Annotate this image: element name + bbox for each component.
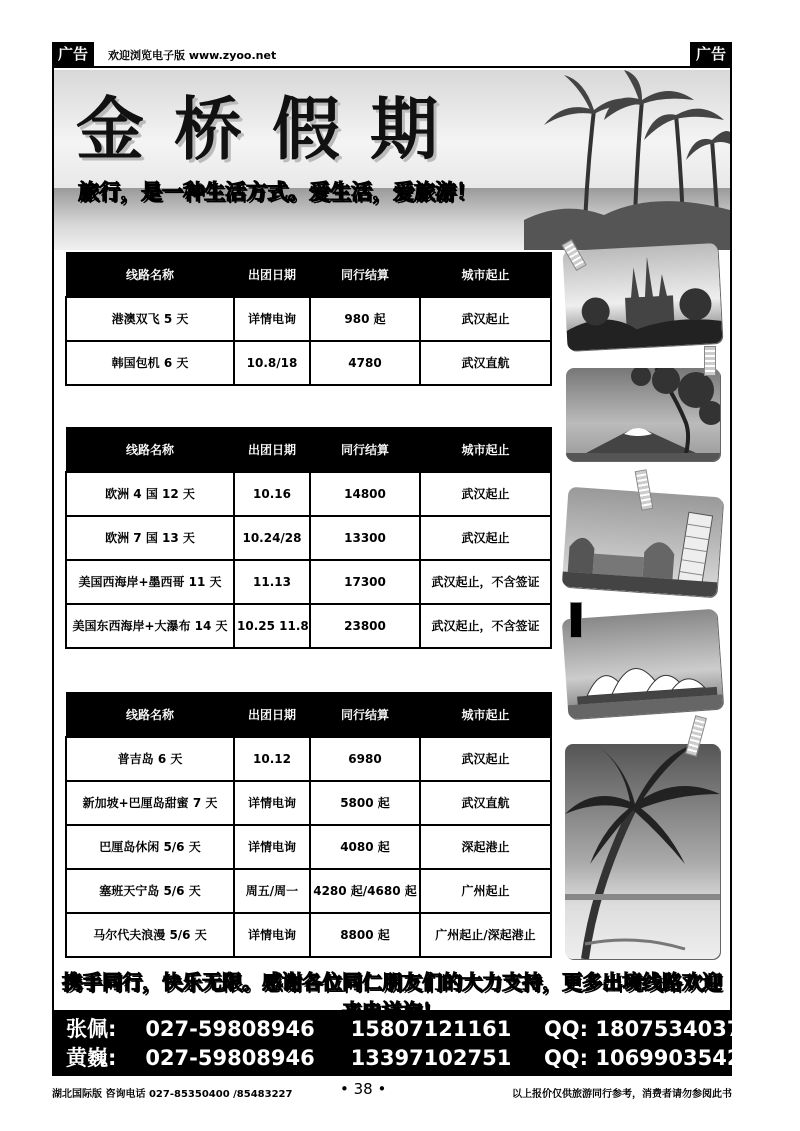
hero-banner (54, 70, 730, 250)
city: 武汉起止 (420, 472, 551, 516)
route-name: 新加坡+巴厘岛甜蜜 7 天 (66, 781, 234, 825)
price: 6980 (310, 737, 420, 781)
site-text: 欢迎浏览电子版 www.zyoo.net (108, 49, 277, 62)
table-row (66, 341, 551, 385)
city: 武汉直航 (420, 341, 551, 385)
route-table-1 (65, 252, 552, 386)
city: 武汉直航 (420, 781, 551, 825)
clip-icon (704, 346, 716, 376)
footer-left-text: 湖北国际版 咨询电话 027-85350400 /85483227 (52, 1089, 293, 1100)
price: 17300 (310, 560, 420, 604)
contact-tel: 027-59808946 (145, 1046, 315, 1070)
route-name: 巴厘岛休闲 5/6 天 (66, 825, 234, 869)
contact-name: 张佩: (66, 1017, 117, 1041)
table-header-row (66, 428, 551, 472)
city: 武汉起止 (420, 297, 551, 341)
mount-fuji-photo-icon (566, 368, 720, 461)
route-name: 美国西海岸+墨西哥 11 天 (66, 560, 234, 604)
header-city: 城市起止 (420, 253, 551, 297)
departure-date: 10.12 (234, 737, 310, 781)
departure-date: 10.24/28 (234, 516, 310, 560)
ad-tag-right: 广告 (690, 42, 732, 66)
header-price: 同行结算 (310, 428, 420, 472)
city: 广州起止/深起港止 (420, 913, 551, 957)
price: 4080 起 (310, 825, 420, 869)
price: 13300 (310, 516, 420, 560)
route-name: 马尔代夫浪漫 5/6 天 (66, 913, 234, 957)
price: 4780 (310, 341, 420, 385)
castle-photo-icon (562, 243, 722, 351)
departure-date: 10.8/18 (234, 341, 310, 385)
table-header-row (66, 253, 551, 297)
header-route: 线路名称 (66, 693, 234, 737)
header-date: 出团日期 (234, 253, 310, 297)
departure-date: 10.16 (234, 472, 310, 516)
route-table-3 (65, 692, 552, 958)
table-row (66, 297, 551, 341)
contact-tel: 027-59808946 (145, 1017, 315, 1041)
table-row (66, 869, 551, 913)
hero-slogan: 旅行，是一种生活方式。爱生活，爱旅游！ (78, 180, 477, 204)
city: 武汉起止 (420, 737, 551, 781)
contact-mobile: 15807121161 (350, 1017, 512, 1041)
contact-name: 黄巍: (66, 1046, 117, 1070)
table-row (66, 825, 551, 869)
header-price: 同行结算 (310, 693, 420, 737)
city: 武汉起止，不含签证 (420, 560, 551, 604)
route-name: 塞班天宁岛 5/6 天 (66, 869, 234, 913)
ad-tag-left: 广告 (52, 42, 94, 66)
page-number: • 38 • (340, 1080, 387, 1098)
table-header-row (66, 693, 551, 737)
footer-right-text: 以上报价仅供旅游同行参考，消费者请勿参阅此书 (512, 1089, 732, 1100)
contact-row (66, 1043, 741, 1073)
clip-icon (570, 602, 582, 638)
price: 8800 起 (310, 913, 420, 957)
footer-slogan: 携手同行，快乐无限。感谢各位同仁朋友们的大力支持，更多出境线路欢迎 (62, 970, 722, 994)
header-price: 同行结算 (310, 253, 420, 297)
page-footer (52, 1080, 732, 1100)
route-name: 韩国包机 6 天 (66, 341, 234, 385)
departure-date: 详情电询 (234, 297, 310, 341)
route-name: 港澳双飞 5 天 (66, 297, 234, 341)
beach-palm-photo-icon (565, 744, 720, 959)
route-name: 欧洲 7 国 13 天 (66, 516, 234, 560)
contact-qq: QQ: 1807534037 (543, 1017, 742, 1041)
header-route: 线路名称 (66, 253, 234, 297)
price: 4280 起/4680 起 (310, 869, 420, 913)
route-table-2 (65, 427, 552, 649)
table-row (66, 516, 551, 560)
city: 深起港止 (420, 825, 551, 869)
header-route: 线路名称 (66, 428, 234, 472)
contact-mobile: 13397102751 (350, 1046, 512, 1070)
departure-date: 详情电询 (234, 913, 310, 957)
city: 武汉起止 (420, 516, 551, 560)
table-row (66, 560, 551, 604)
city: 广州起止 (420, 869, 551, 913)
header-city: 城市起止 (420, 693, 551, 737)
price: 5800 起 (310, 781, 420, 825)
header-date: 出团日期 (234, 693, 310, 737)
table-row (66, 472, 551, 516)
departure-date: 11.13 (234, 560, 310, 604)
price: 23800 (310, 604, 420, 648)
header-date: 出团日期 (234, 428, 310, 472)
hero-title: 金桥假期 (76, 90, 469, 170)
top-bar (52, 42, 732, 68)
table-row (66, 604, 551, 648)
palm-trees-icon (524, 70, 730, 250)
table-row (66, 781, 551, 825)
price: 14800 (310, 472, 420, 516)
contact-row (66, 1014, 741, 1044)
sydney-opera-house-photo-icon (562, 609, 724, 720)
departure-date: 详情电询 (234, 825, 310, 869)
departure-date: 周五/周一 (234, 869, 310, 913)
departure-date: 详情电询 (234, 781, 310, 825)
departure-date: 10.25 11.8 (234, 604, 310, 648)
table-row (66, 737, 551, 781)
contact-qq: QQ: 1069903542 (543, 1046, 742, 1070)
route-name: 美国东西海岸+大瀑布 14 天 (66, 604, 234, 648)
route-name: 普吉岛 6 天 (66, 737, 234, 781)
contact-panel (54, 1010, 742, 1076)
table-row (66, 913, 551, 957)
city: 武汉起止，不含签证 (420, 604, 551, 648)
route-name: 欧洲 4 国 12 天 (66, 472, 234, 516)
header-city: 城市起止 (420, 428, 551, 472)
price: 980 起 (310, 297, 420, 341)
